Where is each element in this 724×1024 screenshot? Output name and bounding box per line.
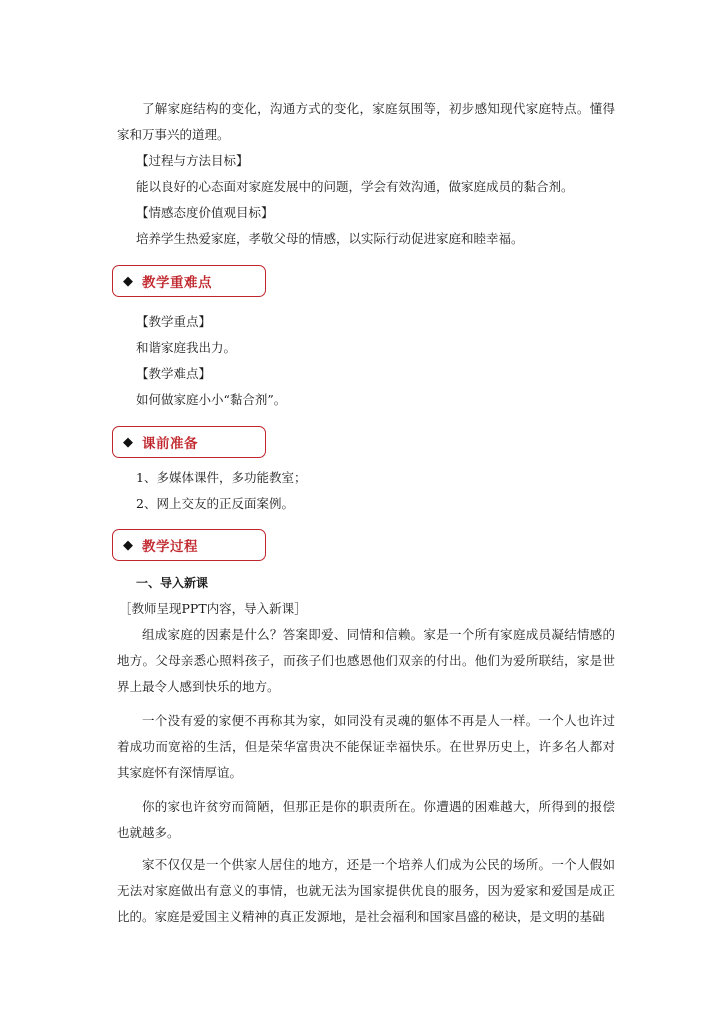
process-goal-text: 能以良好的心态面对家庭发展中的问题，学会有效沟通，做家庭成员的黏合剂。 bbox=[136, 179, 574, 194]
section-heading-preparation bbox=[112, 426, 266, 458]
paragraph-2: 一个没有爱的家便不再称其为家，如同没有灵魂的躯体不再是人一样。一个人也许过着成功而宽裕的生活，但是荣华富贵决不能保证幸福快乐。在世界历史上，许多名人都对其家庭怀有深情厚谊。 bbox=[117, 713, 615, 780]
section-heading-process bbox=[112, 529, 266, 561]
key-point-text: 和谐家庭我出力。 bbox=[136, 340, 237, 355]
section-title: 课前准备 bbox=[142, 436, 198, 452]
prep-item-2: 2、网上交友的正反面案例。 bbox=[136, 496, 294, 511]
process-goal-label: 【过程与方法目标】 bbox=[136, 153, 249, 168]
paragraph-3: 你的家也许贫穷而简陋，但那正是你的职责所在。你遭遇的困难越大，所得到的报偿也就越多。 bbox=[117, 799, 615, 840]
key-point-label: 【教学重点】 bbox=[136, 314, 212, 329]
paragraph-4: 家不仅仅是一个供家人居住的地方，还是一个培养人们成为公民的场所。一个人假如无法对家庭做出有意义的事情，也就无法为国家提供优良的服务，因为爱家和爱国是成正比的。家庭是爱国主义精神的真正发源地，是社会福利和国家昌盛的秘诀，是文明的基础 bbox=[117, 857, 615, 924]
teacher-note: ［教师呈现PPT内容，导入新课］ bbox=[119, 601, 307, 616]
difficulty-text: 如何做家庭小小“黏合剂”。 bbox=[136, 392, 287, 407]
difficulty-label: 【教学难点】 bbox=[136, 366, 212, 381]
section-title: 教学重难点 bbox=[142, 275, 212, 291]
diamond-icon: ◆ bbox=[123, 537, 133, 553]
prep-item-1: 1、多媒体课件，多功能教室； bbox=[136, 470, 307, 485]
section-title: 教学过程 bbox=[142, 539, 198, 555]
diamond-icon: ◆ bbox=[123, 273, 133, 289]
section-heading-key-points bbox=[112, 265, 266, 297]
step-1-title: 一、导入新课 bbox=[136, 576, 209, 590]
goal-knowledge-text: 了解家庭结构的变化，沟通方式的变化，家庭氛围等，初步感知现代家庭特点。懂得家和万事兴的道理。 bbox=[117, 101, 615, 142]
emotion-goal-label: 【情感态度价值观目标】 bbox=[136, 205, 274, 220]
emotion-goal-text: 培养学生热爱家庭，孝敬父母的情感，以实际行动促进家庭和睦幸福。 bbox=[136, 231, 524, 246]
paragraph-1: 组成家庭的因素是什么？答案即爱、同情和信赖。家是一个所有家庭成员凝结情感的地方。父母亲悉心照料孩子，而孩子们也感恩他们双亲的付出。他们为爱所联结，家是世界上最令人感到快乐的地方。 bbox=[117, 627, 615, 694]
diamond-icon: ◆ bbox=[123, 434, 133, 450]
